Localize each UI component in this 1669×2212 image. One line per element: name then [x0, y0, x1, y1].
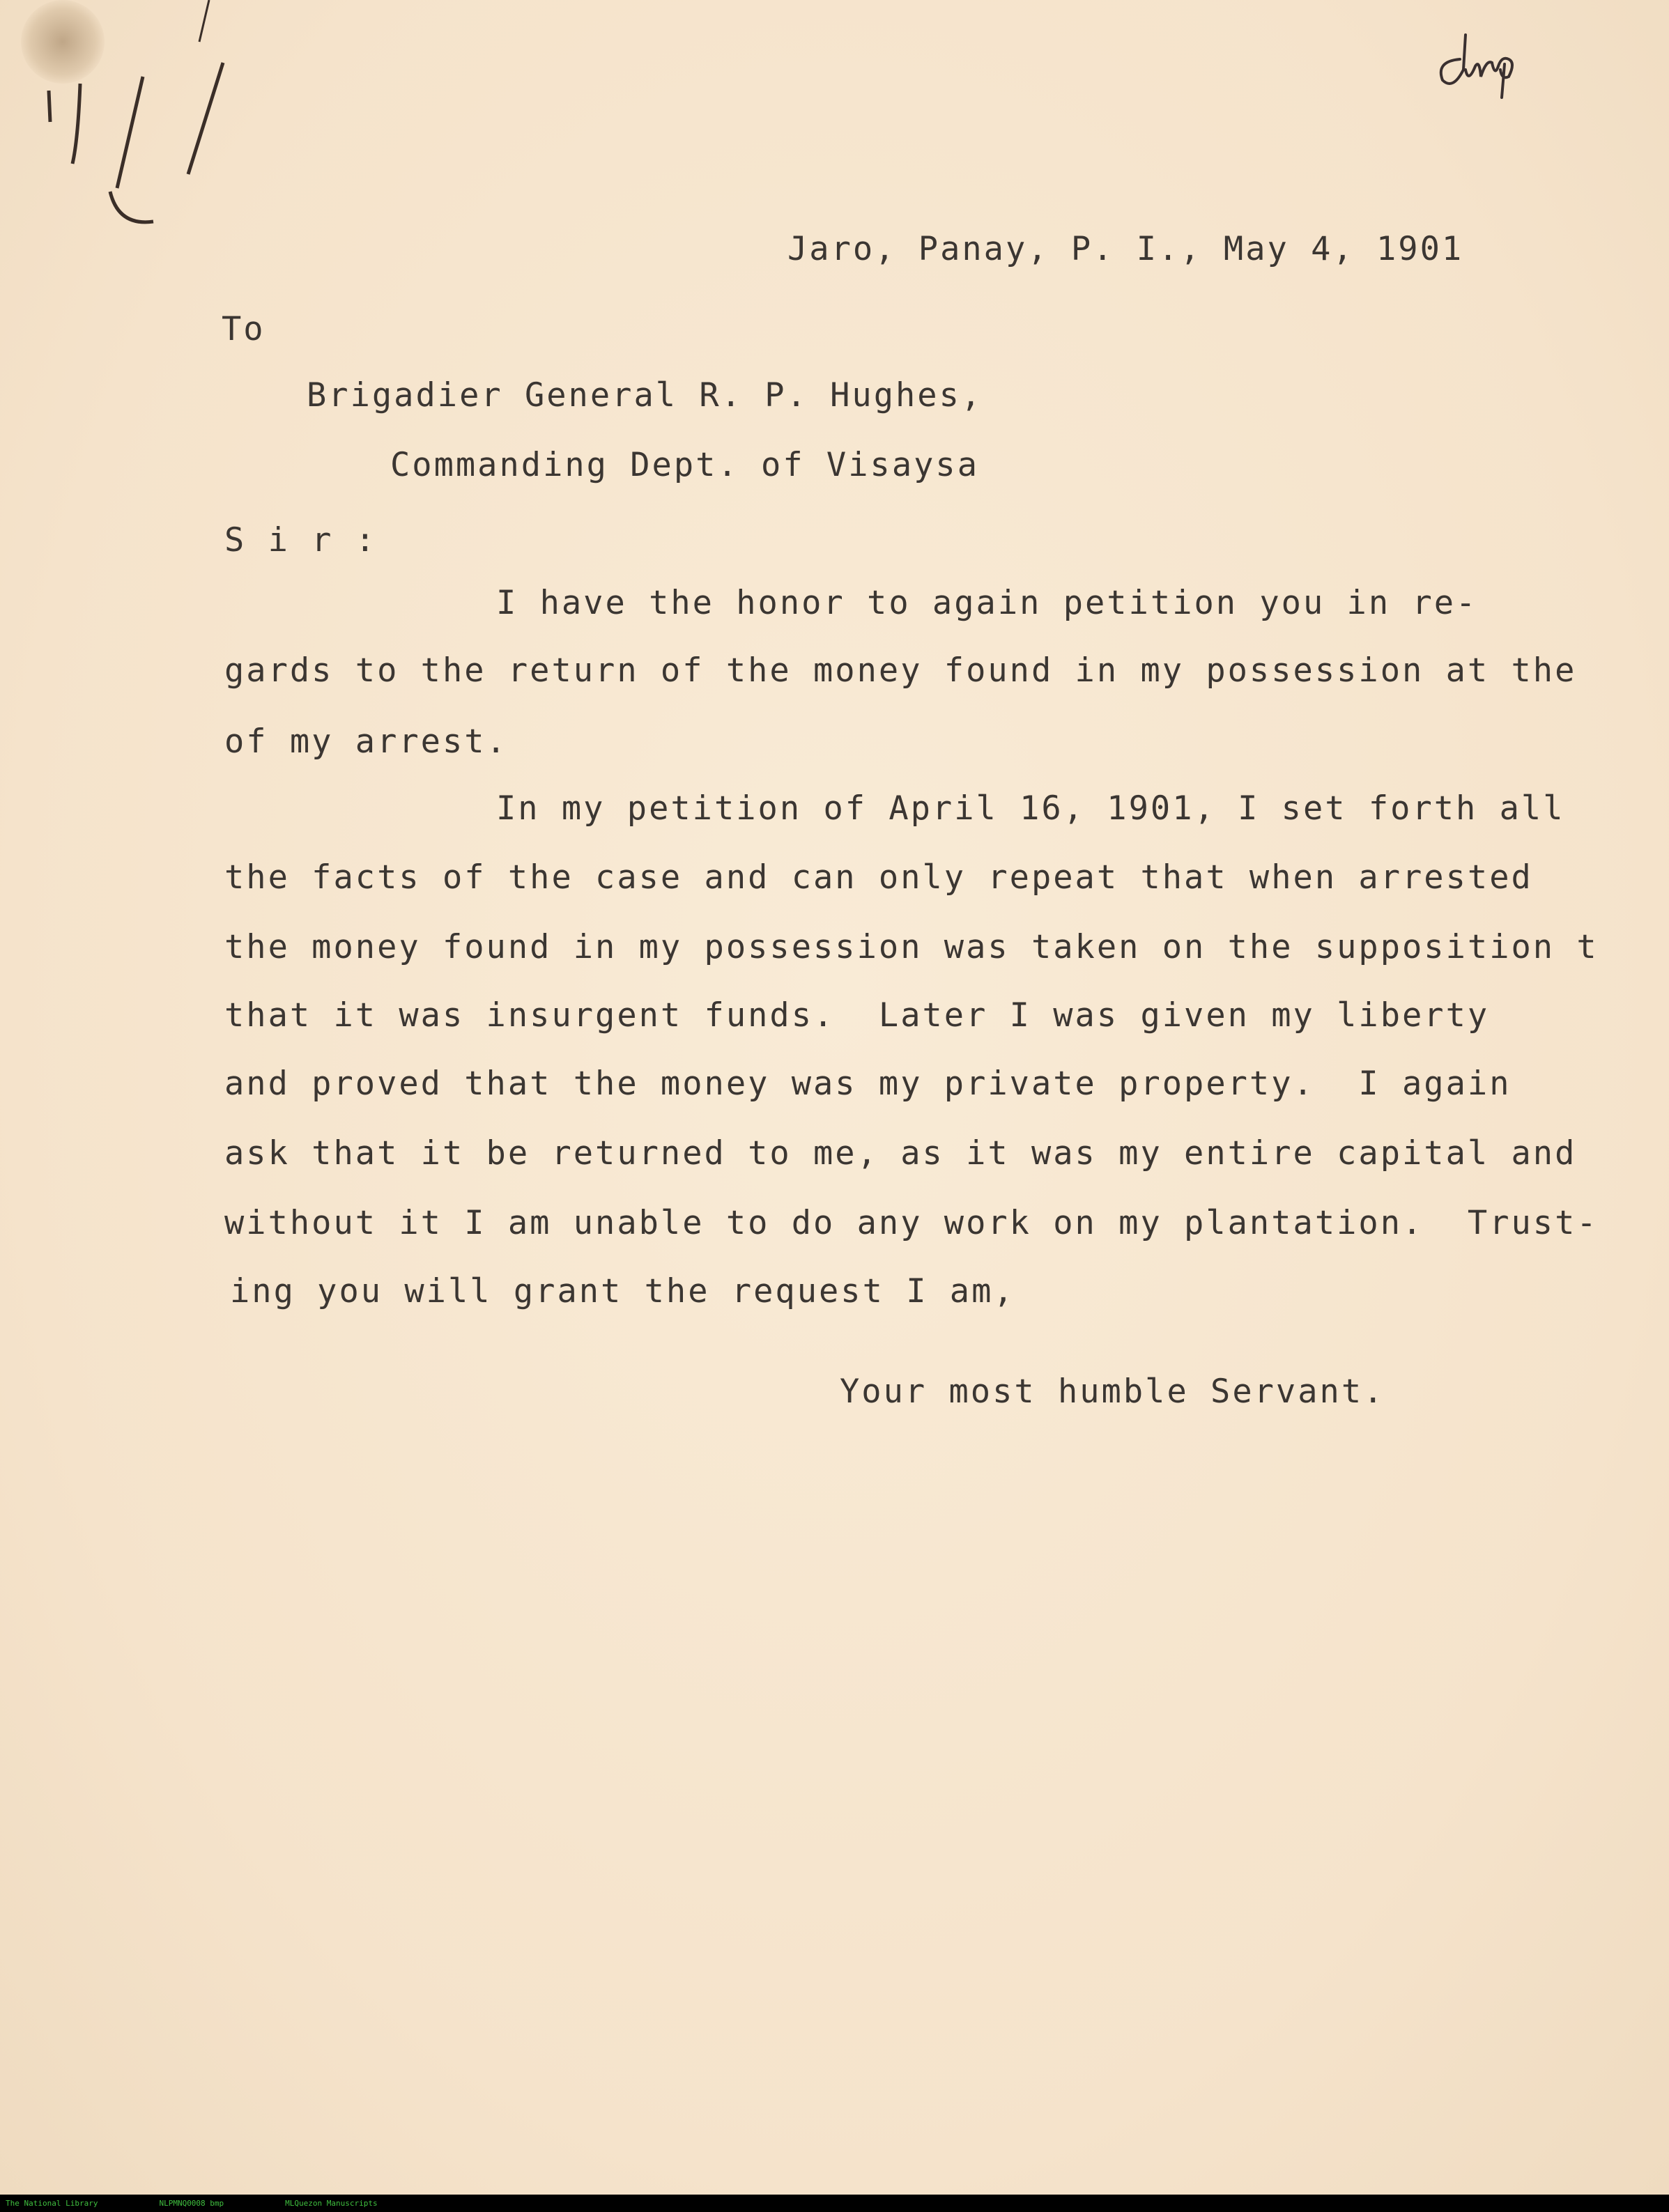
body-line: without it I am unable to do any work on my plantation. Trust- — [224, 1204, 1599, 1242]
handwritten-marks-icon — [0, 0, 279, 251]
body-line: ing you will grant the request I am, — [230, 1272, 1015, 1310]
body-line: the facts of the case and can only repeat that when arrested — [224, 858, 1533, 897]
body-line: gards to the return of the money found in my possession at the — [224, 651, 1577, 690]
footer-library: The National Library — [6, 2199, 98, 2208]
body-line: that it was insurgent funds. Later I was given my liberty — [224, 996, 1490, 1035]
closing: Your most humble Servant. — [840, 1372, 1385, 1411]
dateline: Jaro, Panay, P. I., May 4, 1901 — [787, 230, 1464, 268]
salutation: S i r : — [224, 521, 378, 559]
body-line: In my petition of April 16, 1901, I set forth all — [496, 789, 1565, 828]
salutation-to: To — [222, 310, 266, 348]
body-line: of my arrest. — [224, 722, 508, 761]
body-line: ask that it be returned to me, as it was my entire capital and — [224, 1134, 1577, 1173]
initials-signature — [1432, 28, 1558, 105]
footer-collection: MLQuezon Manuscripts — [285, 2199, 378, 2208]
addressee-title: Commanding Dept. of Visaysa — [390, 446, 980, 484]
body-line: and proved that the money was my private property. I again — [224, 1065, 1512, 1103]
addressee-name: Brigadier General R. P. Hughes, — [307, 376, 983, 415]
archive-footer — [0, 2195, 1669, 2212]
footer-code: NLPMNQ0008 bmp — [159, 2199, 224, 2208]
body-line: the money found in my possession was taken on the supposition t — [224, 928, 1599, 966]
body-line: I have the honor to again petition you in re- — [496, 584, 1478, 622]
